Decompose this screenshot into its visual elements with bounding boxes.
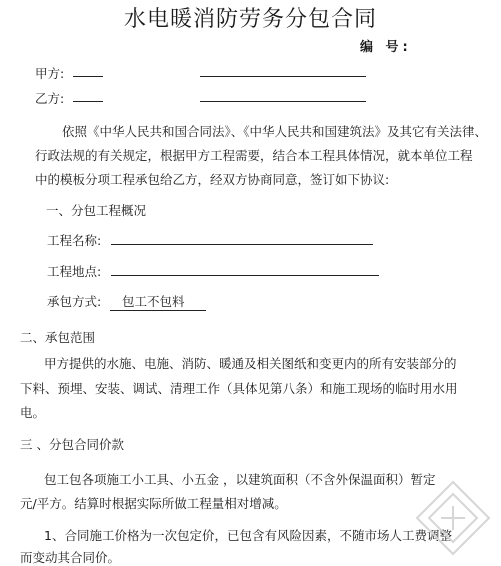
contract-mode-value: 包工不包料 (110, 292, 206, 311)
party-a-blank-long (200, 76, 366, 77)
project-location-blank (111, 275, 379, 276)
section-heading: 一、分包工程概况 (46, 203, 147, 218)
party-b-label: 乙方: (35, 91, 65, 106)
party-b-blank-short (73, 101, 103, 102)
clause-line: 而变动其合同价。 (20, 550, 121, 565)
section-heading: 三 、分包合同价款 (20, 437, 124, 452)
preamble-line: 行政法规的有关规定，根据甲方工程需要，结合本工程具体情况，就本单位工程 (35, 148, 473, 163)
serial-number-label: 编 号: (360, 40, 412, 55)
scope-line: 下料、预埋、安装、调试、清理工作（具体见第八条）和施工现场的临时用水用 (20, 381, 458, 396)
project-name-label: 工程名称: (47, 233, 102, 248)
project-name-blank (111, 244, 373, 245)
price-line: 包工包各项施工小工具、小五金 ，以建筑面积（不含外保温面积）暂定 (44, 472, 436, 487)
watermark-logo-icon (413, 478, 493, 558)
contract-mode-label: 承包方式: (47, 294, 102, 309)
party-b-blank-long (200, 101, 366, 102)
party-a-blank-short (73, 76, 103, 77)
section-heading: 二、承包范围 (20, 330, 96, 345)
document-title: 水电暖消防劳务分包合同 (123, 7, 377, 32)
preamble-line: 依照《中华人民共和国合同法》、《中华人民共和国建筑法》及其它有关法律、 (62, 124, 488, 139)
party-a-label: 甲方: (35, 66, 65, 81)
scope-line: 电。 (20, 405, 46, 420)
project-location-label: 工程地点: (47, 264, 102, 279)
clause-line: 1、合同施工价格为一次包定价，已包含有风险因素，不随市场人工费调整 (44, 528, 452, 543)
preamble-line: 中的模板分项工程承包给乙方，经双方协商同意，签订如下协议: (35, 172, 390, 187)
price-line: 元/平方。结算时根据实际所做工程量相对增减。 (20, 496, 287, 511)
scope-line: 甲方提供的水施、电施、消防、暖通及相关图纸和变更内的所有安装部分的 (44, 356, 457, 371)
